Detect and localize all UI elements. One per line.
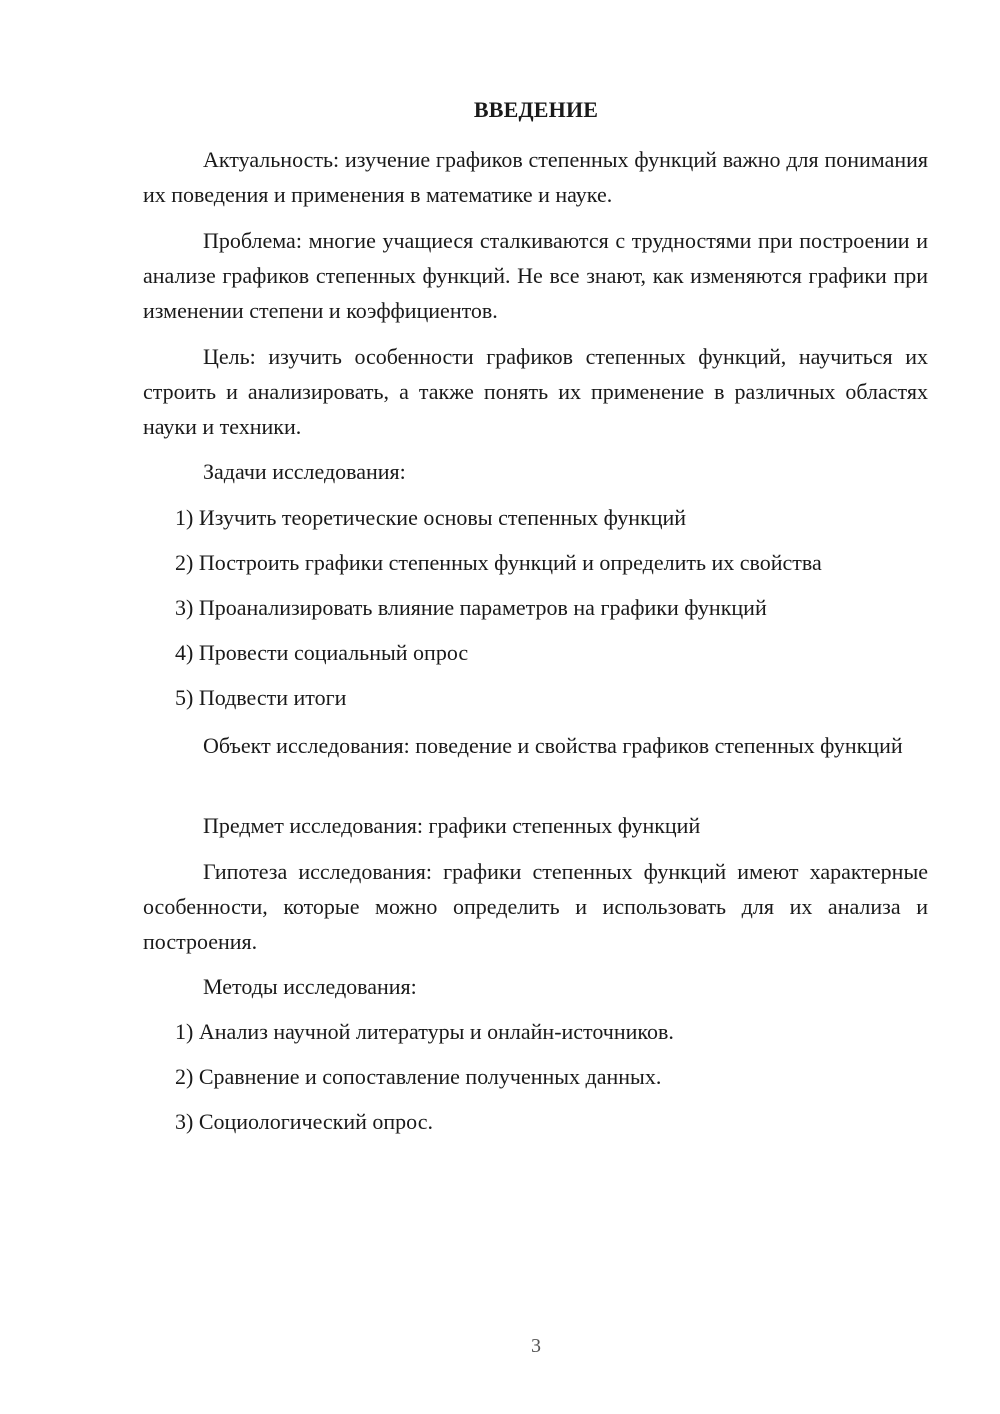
- method-item-3: 3) Социологический опрос.: [175, 1109, 433, 1134]
- page-title: ВВЕДЕНИЕ: [473, 97, 599, 122]
- subject-line: Предмет исследования: графики степенных функций: [203, 813, 701, 838]
- methods-title: Методы исследования:: [203, 974, 417, 999]
- task-item-5: 5) Подвести итоги: [175, 685, 347, 710]
- task-item-4: 4) Провести социальный опрос: [175, 640, 469, 665]
- goal-paragraph: Цель: изучить особенности графиков степенных функций, научиться их строить и анализировать, а также понять их применение в различных областях науки и техники.: [143, 344, 928, 439]
- task-item-1: 1) Изучить теоретические основы степенных функций: [175, 505, 687, 530]
- task-item-2: 2) Построить графики степенных функций и определить их свойства: [175, 550, 822, 575]
- problem-paragraph: Проблема: многие учащиеся сталкиваются с трудностями при построении и анализе графиков степенных функций. Не все знают, как изменяются графики при изменении степени и коэффициентов.: [143, 228, 928, 323]
- method-item-1: 1) Анализ научной литературы и онлайн-источников.: [175, 1019, 674, 1044]
- relevance-paragraph: Актуальность: изучение графиков степенных функций важно для понимания их поведения и применения в математике и науке.: [143, 147, 928, 207]
- page-number: 3: [531, 1335, 541, 1357]
- tasks-title: Задачи исследования:: [203, 459, 406, 484]
- hypothesis-paragraph: Гипотеза исследования: графики степенных функций имеют характерные особенности, которые можно определить и использовать для их анализа и построения.: [143, 859, 928, 954]
- method-item-2: 2) Сравнение и сопоставление полученных данных.: [175, 1064, 662, 1089]
- object-paragraph: Объект исследования: поведение и свойства графиков степенных функций: [203, 733, 903, 758]
- task-item-3: 3) Проанализировать влияние параметров на графики функций: [175, 595, 767, 620]
